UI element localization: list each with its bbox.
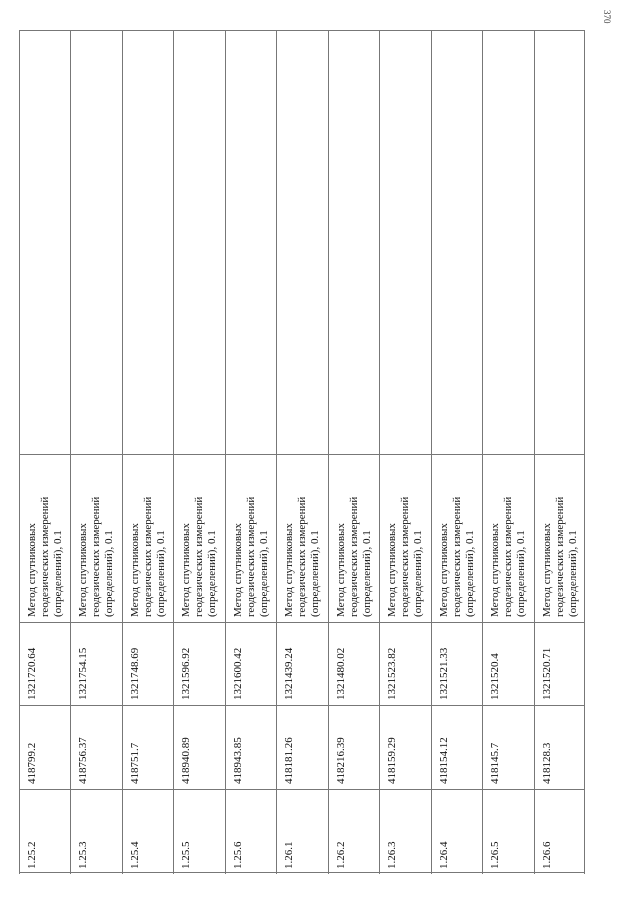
- y-coordinate-cell: [432, 622, 482, 705]
- x-coordinate-cell: [432, 705, 482, 789]
- method-text: [129, 497, 168, 617]
- y-coordinate-text: 1321521.33: [437, 647, 450, 700]
- x-coordinate-text: 418181.26: [283, 737, 296, 784]
- y-coordinate-cell: [123, 622, 173, 705]
- y-coordinate-cell: [483, 622, 533, 705]
- table-row: [431, 31, 482, 874]
- method-text-line: (определений), 0.1: [206, 530, 219, 617]
- x-coordinate-cell: [174, 705, 224, 789]
- empty-cell: [535, 31, 584, 454]
- point-number-cell: [174, 789, 224, 874]
- empty-cell: [71, 31, 121, 454]
- y-coordinate-text: 1321520.71: [540, 647, 553, 700]
- method-text-line: Метод спутниковых: [128, 523, 141, 617]
- table-row: [70, 31, 121, 874]
- method-text: [438, 497, 477, 617]
- method-text-line: (определений), 0.1: [309, 530, 322, 617]
- method-text-line: геодезических измерений: [193, 496, 206, 617]
- point-number-text: 1.26.1: [283, 841, 296, 869]
- empty-cell: [123, 31, 173, 454]
- method-text-line: геодезических измерений: [553, 496, 566, 617]
- y-coordinate-text: 1321720.64: [26, 647, 38, 700]
- page-number: 370: [602, 10, 612, 24]
- y-coordinate-cell: [174, 622, 224, 705]
- method-text-line: Метод спутниковых: [180, 523, 193, 617]
- table-row: [122, 31, 173, 874]
- x-coordinate-cell: [20, 705, 70, 789]
- empty-cell: [329, 31, 379, 454]
- method-cell: [432, 454, 482, 622]
- point-number-cell: [483, 789, 533, 874]
- x-coordinate-text: 418940.89: [180, 737, 193, 784]
- x-coordinate-text: 418756.37: [77, 737, 90, 784]
- y-coordinate-text: 1321439.24: [283, 647, 296, 700]
- empty-cell: [226, 31, 276, 454]
- method-text-line: геодезических измерений: [347, 496, 360, 617]
- y-coordinate-cell: [71, 622, 121, 705]
- method-text-line: Метод спутниковых: [386, 523, 399, 617]
- method-text-line: Метод спутниковых: [26, 523, 38, 617]
- point-number-cell: [71, 789, 121, 874]
- method-text-line: геодезических измерений: [399, 496, 412, 617]
- y-coordinate-cell: [380, 622, 430, 705]
- method-text: [180, 497, 219, 617]
- point-number-text: 1.26.2: [334, 841, 347, 869]
- table-row: [276, 31, 327, 874]
- method-text-line: геодезических измерений: [450, 496, 463, 617]
- method-text-line: (определений), 0.1: [360, 530, 373, 617]
- method-text-line: (определений), 0.1: [515, 530, 528, 617]
- point-number-cell: [535, 789, 584, 874]
- x-coordinate-cell: [483, 705, 533, 789]
- point-number-cell: [432, 789, 482, 874]
- x-coordinate-text: 418154.12: [437, 737, 450, 784]
- empty-cell: [174, 31, 224, 454]
- point-number-text: 1.25.3: [77, 841, 90, 869]
- y-coordinate-cell: [226, 622, 276, 705]
- point-number-text: 1.25.4: [128, 841, 141, 869]
- method-cell: [277, 454, 327, 622]
- y-coordinate-cell: [535, 622, 584, 705]
- x-coordinate-text: 418216.39: [334, 737, 347, 784]
- x-coordinate-text: 418799.2: [26, 742, 38, 784]
- method-text-line: (определений), 0.1: [103, 530, 116, 617]
- method-text: [541, 497, 580, 617]
- method-text: [489, 497, 528, 617]
- method-cell: [380, 454, 430, 622]
- method-text: [232, 497, 271, 617]
- table-row: [379, 31, 430, 874]
- method-text-line: Метод спутниковых: [283, 523, 296, 617]
- x-coordinate-cell: [123, 705, 173, 789]
- method-text-line: (определений), 0.1: [154, 530, 167, 617]
- point-number-text: 1.26.3: [386, 841, 399, 869]
- x-coordinate-text: 418943.85: [231, 737, 244, 784]
- y-coordinate-text: 1321748.69: [128, 647, 141, 700]
- table-row: [328, 31, 379, 874]
- empty-cell: [277, 31, 327, 454]
- point-number-cell: [380, 789, 430, 874]
- point-number-text: 1.26.5: [489, 841, 502, 869]
- y-coordinate-text: 1321520.4: [489, 653, 502, 700]
- method-text: [283, 497, 322, 617]
- method-text-line: геодезических измерений: [90, 496, 103, 617]
- method-text-line: Метод спутниковых: [231, 523, 244, 617]
- method-cell: [174, 454, 224, 622]
- method-text-line: геодезических измерений: [296, 496, 309, 617]
- method-cell: [226, 454, 276, 622]
- method-text-line: Метод спутниковых: [489, 523, 502, 617]
- point-number-cell: [329, 789, 379, 874]
- y-coordinate-text: 1321754.15: [77, 647, 90, 700]
- method-cell: [483, 454, 533, 622]
- method-cell: [535, 454, 584, 622]
- table-row: [534, 31, 585, 874]
- x-coordinate-text: 418751.7: [128, 742, 141, 784]
- x-coordinate-cell: [226, 705, 276, 789]
- point-number-cell: [226, 789, 276, 874]
- point-number-text: 1.26.4: [437, 841, 450, 869]
- method-text-line: геодезических измерений: [502, 496, 515, 617]
- x-coordinate-text: 418128.3: [540, 742, 553, 784]
- method-text-line: (определений), 0.1: [257, 530, 270, 617]
- method-text-line: (определений), 0.1: [566, 530, 579, 617]
- x-coordinate-cell: [329, 705, 379, 789]
- point-number-cell: [277, 789, 327, 874]
- point-number-text: 1.25.2: [26, 841, 38, 869]
- point-number-text: 1.26.6: [540, 841, 553, 869]
- method-text-line: (определений), 0.1: [412, 530, 425, 617]
- method-text-line: (определений), 0.1: [52, 530, 64, 617]
- x-coordinate-cell: [535, 705, 584, 789]
- y-coordinate-text: 1321523.82: [386, 647, 399, 700]
- method-text-line: геодезических измерений: [244, 496, 257, 617]
- method-text-line: Метод спутниковых: [334, 523, 347, 617]
- empty-cell: [380, 31, 430, 454]
- y-coordinate-cell: [20, 622, 70, 705]
- method-cell: [71, 454, 121, 622]
- method-cell: [20, 454, 70, 622]
- y-coordinate-text: 1321596.92: [180, 647, 193, 700]
- method-text: [335, 497, 374, 617]
- table-row: [19, 31, 70, 874]
- x-coordinate-cell: [277, 705, 327, 789]
- y-coordinate-text: 1321600.42: [231, 647, 244, 700]
- y-coordinate-cell: [329, 622, 379, 705]
- empty-cell: [432, 31, 482, 454]
- method-text-line: Метод спутниковых: [437, 523, 450, 617]
- coordinates-table: [19, 30, 585, 873]
- empty-cell: [483, 31, 533, 454]
- method-text-line: Метод спутниковых: [540, 523, 553, 617]
- method-cell: [329, 454, 379, 622]
- y-coordinate-cell: [277, 622, 327, 705]
- method-text-line: (определений), 0.1: [463, 530, 476, 617]
- table-row: [173, 31, 224, 874]
- method-text-line: геодезических измерений: [39, 496, 51, 617]
- x-coordinate-cell: [71, 705, 121, 789]
- point-number-text: 1.25.6: [231, 841, 244, 869]
- y-coordinate-text: 1321480.02: [334, 647, 347, 700]
- point-number-text: 1.25.5: [180, 841, 193, 869]
- method-text: [26, 497, 65, 617]
- empty-cell: [20, 31, 70, 454]
- point-number-cell: [123, 789, 173, 874]
- table-row: [482, 31, 533, 874]
- method-text-line: Метод спутниковых: [77, 523, 90, 617]
- method-text-line: геодезических измерений: [141, 496, 154, 617]
- point-number-cell: [20, 789, 70, 874]
- method-cell: [123, 454, 173, 622]
- method-text: [386, 497, 425, 617]
- table-row: [225, 31, 276, 874]
- x-coordinate-text: 418145.7: [489, 742, 502, 784]
- method-text: [77, 497, 116, 617]
- x-coordinate-text: 418159.29: [386, 737, 399, 784]
- x-coordinate-cell: [380, 705, 430, 789]
